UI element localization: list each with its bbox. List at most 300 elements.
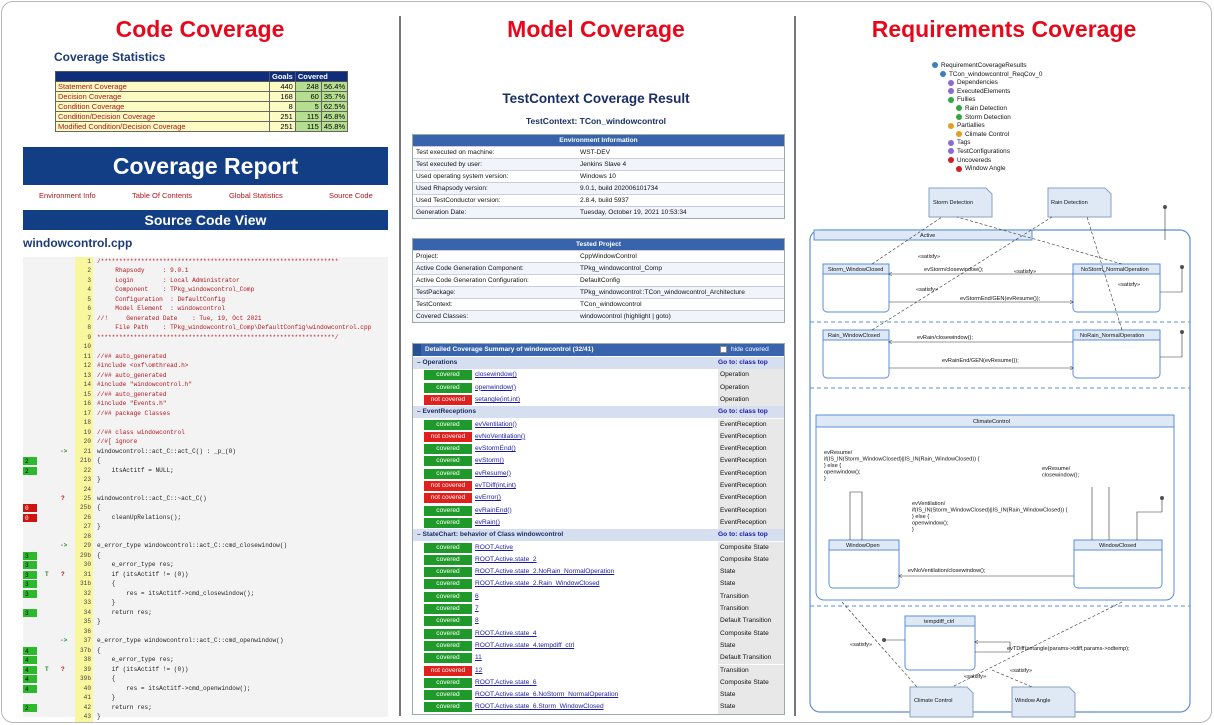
- satisfy-label-4: «satisfy»: [1118, 282, 1141, 288]
- diagram-code-line: evResume/: [824, 450, 853, 456]
- covered-header: Covered: [295, 72, 347, 82]
- proj-key: TestPackage:: [416, 289, 456, 296]
- coverage-element-type: State: [718, 566, 784, 578]
- line-text: #include "windowcontrol.h": [97, 381, 193, 389]
- env-key: Used operating system version:: [416, 173, 509, 180]
- hit-count: 4: [23, 675, 37, 683]
- line-text: //## package Classes: [97, 409, 171, 417]
- nav-global-statistics[interactable]: Global Statistics: [229, 191, 283, 200]
- line-number: 27: [75, 522, 93, 531]
- line-text: return res;: [97, 608, 152, 616]
- model-coverage-title: Model Coverage: [507, 16, 685, 42]
- line-number: 21b: [75, 456, 93, 465]
- section-goto-links[interactable]: Go to: class top: [718, 408, 768, 416]
- coverage-element-link[interactable]: 6: [475, 592, 479, 600]
- stats-goals: 168: [270, 92, 296, 102]
- line-number: 18: [75, 418, 93, 427]
- line-text: //#[ ignore: [97, 438, 138, 446]
- line-number: 29: [75, 541, 93, 550]
- line-number: 16: [75, 399, 93, 408]
- state-nostorm-normaloperation-label: NoStorm_NormalOperation: [1081, 267, 1149, 273]
- line-number: 39: [75, 665, 93, 674]
- env-value: Windows 10: [580, 173, 616, 180]
- env-value: 2.8.4, build 5937: [580, 197, 629, 204]
- nav-source-code[interactable]: Source Code: [329, 191, 373, 200]
- coverage-element-link[interactable]: evNoVentilation(): [475, 432, 526, 440]
- coverage-element-link[interactable]: evVentilation(): [475, 420, 517, 428]
- line-text: Component : TPkg_windowcontrol_Comp: [97, 286, 255, 294]
- env-key: Used TestConductor version:: [416, 197, 501, 204]
- req-rain-detection[interactable]: [1048, 188, 1111, 217]
- line-text: windowcontrol::act_C::act_C() : _p_(0): [97, 447, 236, 455]
- state-storm-windowclosed-label: Storm_WindowClosed: [828, 267, 884, 273]
- transition-evrain: evRain/closewindow();: [917, 335, 973, 341]
- line-number: 35: [75, 617, 93, 626]
- proj-key: Covered Classes:: [416, 313, 469, 320]
- req-window-angle-label: Window Angle: [1015, 698, 1051, 704]
- line-text: {: [97, 457, 101, 465]
- entry-arrow: ->: [60, 637, 68, 645]
- req-climate-control[interactable]: [910, 687, 973, 717]
- tree-node-label: Tags: [957, 139, 971, 147]
- line-number: 25: [75, 494, 93, 503]
- diagram-code-line: }: [912, 527, 914, 533]
- env-value: Tuesday, October 19, 2021 10:53:34: [580, 209, 687, 216]
- line-text: return res;: [97, 703, 152, 711]
- line-number: 31: [75, 570, 93, 579]
- line-number: 39b: [75, 674, 93, 683]
- state-climatecontrol-label: ClimateControl: [973, 419, 1010, 425]
- env-key: Used Rhapsody version:: [416, 185, 488, 192]
- stats-metric: Statement Coverage: [56, 82, 270, 92]
- line-text: {: [97, 551, 101, 559]
- line-number: 3: [75, 276, 93, 285]
- line-text: windowcontrol::act_C::~act_C(): [97, 495, 207, 502]
- coverage-status-badge: covered: [424, 555, 472, 565]
- coverage-element-type: Composite State: [718, 628, 784, 640]
- line-number: 42: [75, 703, 93, 712]
- coverage-element-type: EventReception: [718, 505, 784, 517]
- env-value: 9.0.1, build 202006101734: [580, 185, 659, 192]
- testcontext-subheading: TestContext: TCon_windowcontrol: [525, 116, 667, 126]
- true-marker: T: [45, 570, 49, 578]
- line-text: cleanUpRelations();: [97, 513, 182, 521]
- goals-header: Goals: [270, 72, 296, 82]
- state-windowopen[interactable]: [829, 540, 899, 588]
- diagram-code-line: }: [824, 476, 826, 482]
- line-text: #include <oxf\omthread.h>: [97, 362, 189, 370]
- stats-covered: 115: [295, 122, 321, 132]
- hit-count: 4: [23, 656, 37, 664]
- line-number: 4: [75, 285, 93, 294]
- state-tempdiff-ctrl[interactable]: [905, 616, 975, 670]
- section-title[interactable]: – StateChart: behavior of Class windowcontrol: [417, 531, 564, 539]
- env-key: Generation Date:: [416, 209, 467, 216]
- coverage-element-link[interactable]: ROOT.Active.state_6.Storm_WindowClosed: [475, 703, 604, 711]
- coverage-status-badge: covered: [424, 370, 472, 380]
- coverage-status-badge: not covered: [424, 666, 472, 676]
- coverage-element-type: Composite State: [718, 677, 784, 689]
- coverage-element-link[interactable]: ROOT.Active.state_2.NoRain_NormalOperation: [475, 568, 615, 576]
- coverage-element-link[interactable]: evError(): [475, 494, 502, 502]
- stats-covered: 248: [295, 82, 321, 92]
- screenshot-frame: [1, 1, 1212, 723]
- tree-node-label: ExecutedElements: [957, 87, 1011, 95]
- transition-evrainend: evRainEnd/GEN(evResume());: [942, 358, 1019, 364]
- req-storm-detection-label: Storm Detection: [933, 200, 974, 206]
- satisfy-label-7: «satisfy»: [1010, 668, 1033, 674]
- stats-goals: 251: [270, 122, 296, 132]
- coverage-element-type: Transition: [718, 665, 784, 677]
- line-text: Rhapsody : 9.0.1: [97, 267, 189, 275]
- entry-arrow: ->: [60, 542, 68, 550]
- coverage-element-type: EventReception: [718, 517, 784, 529]
- coverage-element-link[interactable]: evRain(): [475, 518, 500, 526]
- coverage-element-type: EventReception: [718, 480, 784, 492]
- decision-marker: ?: [61, 495, 65, 502]
- line-number: 26: [75, 513, 93, 522]
- section-title[interactable]: – EventReceptions: [417, 408, 476, 416]
- line-number: 23: [75, 475, 93, 484]
- line-text: e_error_type res;: [97, 656, 174, 664]
- state-windowclosed[interactable]: [1074, 540, 1162, 588]
- hit-count: 4: [23, 666, 37, 674]
- line-text: Model Element : windowcontrol: [97, 305, 225, 313]
- coverage-element-type: EventReception: [718, 468, 784, 480]
- line-number: 40: [75, 684, 93, 693]
- coverage-status-badge: covered: [424, 616, 472, 626]
- coverage-element-link[interactable]: ROOT.Active: [475, 543, 514, 551]
- req-climate-control-label: Climate Control: [914, 698, 953, 704]
- coverage-status-badge: covered: [424, 444, 472, 454]
- tree-node-label: Dependencies: [957, 79, 998, 87]
- coverage-status-badge: covered: [424, 456, 472, 466]
- env-value: Jenkins Slave 4: [580, 161, 627, 168]
- transition-evnoventilation: evNoVentilation/closewindow();: [908, 568, 986, 574]
- coverage-report-banner: Coverage Report: [23, 147, 388, 185]
- coverage-status-badge: not covered: [424, 493, 472, 503]
- line-text: //## auto_generated: [97, 371, 167, 379]
- coverage-element-type: EventReception: [718, 431, 784, 443]
- line-text: e_error_type windowcontrol::act_C::cmd_closewindow(): [97, 542, 288, 550]
- env-key: Test executed on machine:: [416, 149, 495, 156]
- decision-marker: ?: [61, 665, 65, 673]
- coverage-status-badge: covered: [424, 506, 472, 516]
- diagram-code-line: closewindow();: [1042, 472, 1079, 479]
- diagram-code-line: openwindow();: [912, 520, 949, 527]
- requirements-coverage-title: Requirements Coverage: [871, 16, 1137, 42]
- line-number: 37b: [75, 646, 93, 655]
- line-number: 1: [75, 257, 93, 266]
- coverage-status-badge: covered: [424, 653, 472, 663]
- coverage-status-badge: covered: [424, 702, 472, 712]
- coverage-element-type: Operation: [718, 369, 784, 381]
- coverage-element-type: EventReception: [718, 419, 784, 431]
- line-number: 12: [75, 361, 93, 370]
- line-number: 21: [75, 447, 93, 456]
- stats-metric: Decision Coverage: [56, 92, 270, 102]
- coverage-status-badge: covered: [424, 690, 472, 700]
- coverage-status-badge: covered: [424, 543, 472, 553]
- coverage-element-link[interactable]: evStorm(): [475, 457, 504, 465]
- state-storm-windowclosed[interactable]: [823, 264, 889, 312]
- tree-node-label: Storm Detection: [965, 113, 1011, 121]
- coverage-element-type: State: [718, 640, 784, 652]
- tree-node-label: Climate Control: [965, 130, 1010, 138]
- coverage-element-type: EventReception: [718, 443, 784, 455]
- stats-metric: Modified Condition/Decision Coverage: [56, 122, 270, 132]
- coverage-status-badge: covered: [424, 567, 472, 577]
- satisfy-label-5: «satisfy»: [850, 642, 873, 648]
- coverage-element-type: State: [718, 701, 784, 713]
- coverage-element-link[interactable]: 11: [475, 654, 482, 662]
- nav-table-of-contents[interactable]: Table Of Contents: [132, 191, 193, 200]
- line-number: 10: [75, 342, 93, 351]
- hit-count: 2: [23, 467, 37, 475]
- diagram-code-line: evResume/: [1042, 466, 1071, 472]
- coverage-element-link[interactable]: evRainEnd(): [475, 506, 512, 514]
- coverage-status-badge: not covered: [424, 481, 472, 491]
- stats-metric: Condition Coverage: [56, 102, 270, 112]
- line-number: 17: [75, 409, 93, 418]
- coverage-element-link[interactable]: ROOT.Active.state_2.Rain_WindowClosed: [475, 580, 600, 588]
- req-rain-detection-label: Rain Detection: [1051, 200, 1088, 206]
- tree-node-label: Fullies: [957, 96, 976, 104]
- line-text: }: [97, 476, 101, 484]
- line-number: 20: [75, 437, 93, 446]
- hit-count: 0: [23, 514, 37, 522]
- line-text: File Path : TPkg_windowcontrol_Comp\DefaultConfig\windowcontrol.cpp: [97, 324, 372, 332]
- coverage-element-type: State: [718, 578, 784, 590]
- coverage-element-link[interactable]: closewindow(): [475, 371, 517, 379]
- coverage-element-link[interactable]: 7: [475, 605, 479, 612]
- coverage-element-type: Composite State: [718, 554, 784, 566]
- transition-evstormend: evStormEnd/GEN(evResume());: [960, 296, 1041, 302]
- stats-percent: 62.5%: [321, 102, 347, 112]
- line-text: if (itsActitf != (0)): [97, 665, 189, 673]
- coverage-status-badge: covered: [424, 629, 472, 639]
- line-number: 38: [75, 655, 93, 664]
- coverage-element-type: Operation: [718, 382, 784, 394]
- line-number: 6: [75, 304, 93, 313]
- line-number: 43: [75, 712, 93, 721]
- satisfy-label-3: «satisfy»: [916, 287, 939, 293]
- hit-count: 3: [23, 609, 37, 617]
- line-number: 14: [75, 380, 93, 389]
- nav-environment-info[interactable]: Environment Info: [39, 191, 96, 200]
- coverage-status-badge: covered: [424, 383, 472, 393]
- coverage-element-type: Default Transition: [718, 652, 784, 664]
- hit-count: 2: [23, 704, 37, 712]
- coverage-element-link[interactable]: evTDiff(int,int): [475, 482, 516, 489]
- tree-node-label: TestConfigurations: [957, 148, 1010, 155]
- tree-node-label: Uncovereds: [957, 156, 992, 164]
- coverage-element-link[interactable]: 12: [475, 666, 483, 674]
- proj-value: windowcontrol (highlight | goto): [580, 313, 671, 320]
- proj-value: TPkg_windowcontrol_Comp: [580, 265, 663, 272]
- coverage-element-link[interactable]: openwindow(): [475, 383, 517, 391]
- state-active-label: Active: [920, 233, 936, 239]
- stats-metric: Condition/Decision Coverage: [56, 112, 270, 122]
- file-name: windowcontrol.cpp: [23, 236, 133, 250]
- proj-value: DefaultConfig: [580, 277, 620, 284]
- proj-key: TestContext:: [416, 301, 453, 308]
- line-text: res = itsActitf->cmd_openwindow();: [97, 684, 251, 692]
- coverage-element-type: Composite State: [718, 542, 784, 554]
- stats-goals: 251: [270, 112, 296, 122]
- diagram-code-line: openwindow();: [824, 469, 861, 476]
- line-text: Login : Local Administrator: [97, 276, 240, 284]
- satisfy-label-1: «satisfy»: [918, 254, 941, 260]
- hit-count: 4: [23, 685, 37, 693]
- coverage-element-type: EventReception: [718, 492, 784, 504]
- detailed-coverage-title: Detailed Coverage Summary of windowcontrol (32/41): [425, 346, 594, 353]
- tree-node-label: Window Angle: [965, 165, 1006, 173]
- statechart-diagram: [2, 2, 1212, 723]
- source-code-view-banner: Source Code View: [23, 210, 388, 230]
- transition-evstorm: evStorm/closewindow();: [924, 267, 984, 273]
- coverage-element-link[interactable]: evStormEnd(): [475, 445, 516, 453]
- proj-value: TPkg_windowcontrol::TCon_windowcontrol_Architecture: [580, 289, 745, 296]
- coverage-statistics-title: Coverage Statistics: [54, 50, 166, 64]
- coverage-element-link[interactable]: setangle(int,int): [475, 395, 521, 403]
- line-number: 37: [75, 636, 93, 645]
- line-number: 8: [75, 323, 93, 332]
- tree-node-label: Rain Detection: [965, 105, 1007, 112]
- state-rain-windowclosed[interactable]: [823, 330, 889, 378]
- line-text: //! Generated Date : Tue, 19, Oct 2021: [97, 314, 262, 322]
- testcontext-heading: TestContext Coverage Result: [502, 91, 690, 106]
- coverage-element-link[interactable]: 8: [475, 617, 479, 625]
- line-text: /*****************************************************************: [97, 258, 339, 265]
- section-goto-links[interactable]: Go to: class top: [718, 531, 768, 539]
- hit-count: 4: [23, 647, 37, 655]
- hit-count: 3: [23, 580, 37, 588]
- coverage-element-link[interactable]: evResume(): [475, 469, 511, 477]
- line-text: }: [97, 694, 116, 702]
- state-windowclosed-label: WindowClosed: [1099, 543, 1137, 549]
- tree-node-label: Partiallies: [957, 122, 985, 130]
- environment-table-title: Environment Information: [413, 135, 784, 146]
- tree-node-label: TCon_windowcontrol_ReqCov_0: [949, 70, 1043, 78]
- stats-covered: 60: [295, 92, 321, 102]
- state-tempdiff-ctrl-label: tempdiff_ctrl: [924, 619, 955, 625]
- line-number: 15: [75, 390, 93, 399]
- coverage-element-link[interactable]: ROOT.Active.state_4.tempdiff_ctrl: [475, 641, 575, 649]
- coverage-element-type: Operation: [718, 394, 784, 406]
- coverage-status-badge: covered: [424, 592, 472, 602]
- state-norain-normaloperation[interactable]: [1073, 330, 1160, 378]
- coverage-status-badge: covered: [424, 678, 472, 688]
- diagram-code-line: evVentilation/: [912, 501, 946, 507]
- line-number: 25b: [75, 503, 93, 512]
- line-number: 24: [75, 485, 93, 494]
- coverage-element-type: Default Transition: [718, 615, 784, 627]
- hit-count: 3: [23, 590, 37, 598]
- hit-count: 2: [23, 457, 37, 465]
- line-number: 32: [75, 589, 93, 598]
- diagram-code-line: } else {: [912, 514, 930, 520]
- stats-goals: 8: [270, 102, 296, 112]
- coverage-element-type: Transition: [718, 603, 784, 615]
- line-number: 7: [75, 314, 93, 323]
- proj-value: TCon_windowcontrol: [580, 301, 642, 308]
- diagram-code-line: if(IS_IN(Storm_WindowClosed)||IS_IN(Rain_WindowClosed)) {: [824, 456, 980, 463]
- coverage-status-badge: covered: [424, 469, 472, 479]
- coverage-element-link[interactable]: ROOT.Active.state_6.NoStorm_NormalOperation: [475, 691, 619, 699]
- transition-evtdiff: evTDiff(setangle(params->tdiff,params->odtemp);: [1007, 646, 1130, 652]
- proj-key: Active Code Generation Configuration:: [416, 277, 529, 284]
- req-storm-detection[interactable]: [929, 188, 992, 217]
- decision-marker: ?: [61, 570, 65, 578]
- stats-covered: 115: [295, 112, 321, 122]
- true-marker: T: [45, 665, 49, 673]
- line-text: #include "Events.h": [97, 400, 167, 408]
- state-nostorm-normaloperation[interactable]: [1073, 264, 1160, 312]
- line-text: {: [97, 675, 116, 683]
- code-coverage-title: Code Coverage: [115, 16, 285, 42]
- coverage-element-link[interactable]: ROOT.Active.state_2: [475, 555, 537, 563]
- line-text: e_error_type res;: [97, 561, 174, 569]
- diagram-code-line: if(IS_IN(Storm_WindowClosed)||IS_IN(Rain_WindowClosed)) {: [912, 507, 1068, 514]
- coverage-element-link[interactable]: ROOT.Active.state_6: [475, 678, 537, 686]
- coverage-element-type: State: [718, 689, 784, 701]
- state-norain-normaloperation-label: NoRain_NormalOperation: [1080, 333, 1145, 339]
- tested-project-title: Tested Project: [413, 239, 784, 250]
- diagram-code-line: } else {: [824, 463, 842, 469]
- line-text: }: [97, 523, 101, 531]
- coverage-status-badge: not covered: [424, 395, 472, 405]
- line-number: 2: [75, 266, 93, 275]
- line-number: 33: [75, 598, 93, 607]
- line-text: {: [97, 646, 101, 654]
- coverage-element-link[interactable]: ROOT.Active.state_4: [475, 629, 537, 637]
- line-number: 13: [75, 371, 93, 380]
- line-text: {: [97, 580, 116, 588]
- line-number: 19: [75, 428, 93, 437]
- satisfy-label-2: «satisfy»: [1014, 269, 1037, 275]
- line-text: }: [97, 599, 116, 607]
- line-number: 30: [75, 560, 93, 569]
- env-value: WST-DEV: [580, 149, 611, 156]
- section-title[interactable]: – Operations: [417, 359, 458, 366]
- line-number: 41: [75, 693, 93, 702]
- hit-count: 3: [23, 552, 37, 560]
- proj-key: Project:: [416, 253, 439, 260]
- req-window-angle[interactable]: [1012, 687, 1075, 717]
- satisfy-label-6: «satisfy»: [964, 674, 987, 680]
- line-number: 36: [75, 627, 93, 636]
- line-number: 11: [75, 352, 93, 361]
- line-text: e_error_type windowcontrol::act_C::cmd_openwindow(): [97, 637, 284, 645]
- hit-count: 3: [23, 561, 37, 569]
- coverage-element-type: Transition: [718, 591, 784, 603]
- line-number: 28: [75, 532, 93, 541]
- stats-percent: 56.4%: [321, 82, 347, 92]
- entry-arrow: ->: [60, 447, 68, 455]
- line-number: 31b: [75, 579, 93, 588]
- hit-count: 0: [23, 504, 37, 512]
- proj-key: Active Code Generation Component:: [416, 265, 524, 272]
- coverage-status-badge: covered: [424, 641, 472, 651]
- stats-covered: 5: [295, 102, 321, 112]
- env-key: Test executed by user:: [416, 161, 482, 168]
- line-text: Configuration : DefaultConfig: [97, 295, 225, 303]
- coverage-element-type: EventReception: [718, 455, 784, 467]
- line-text: *****************************************************************/: [97, 333, 339, 341]
- hide-covered-label: hide covered: [731, 346, 769, 353]
- section-goto-links[interactable]: Go to: class top: [718, 359, 768, 366]
